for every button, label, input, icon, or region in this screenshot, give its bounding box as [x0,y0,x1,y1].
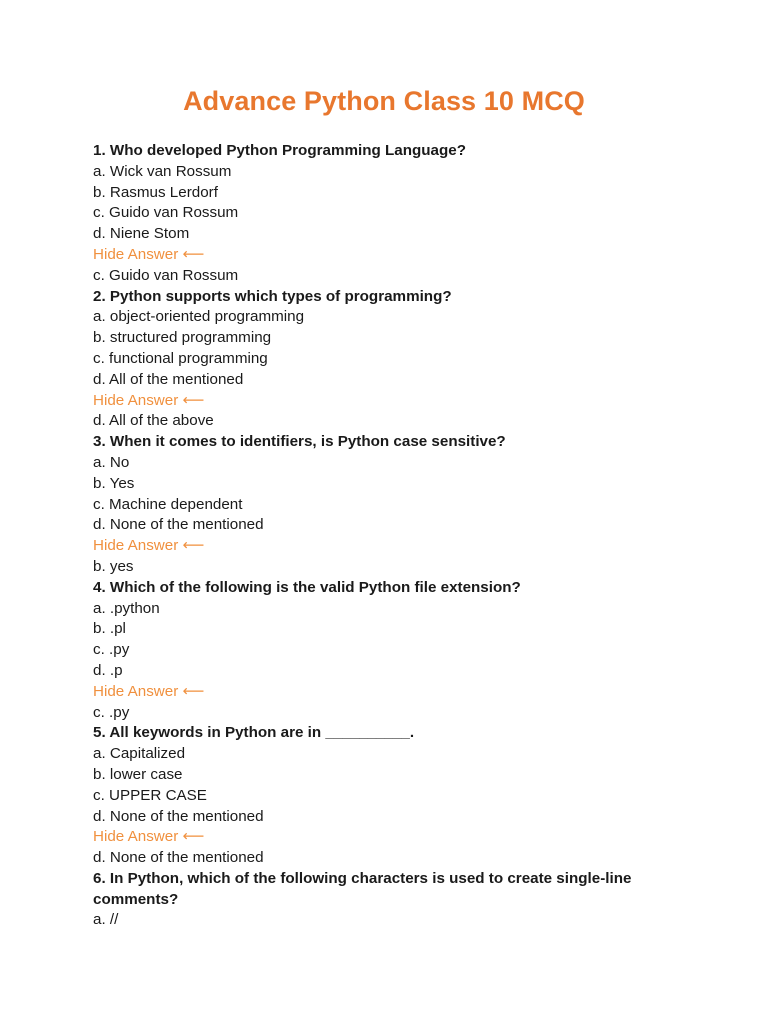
option-a: a. No [93,453,130,471]
question-block [93,578,683,724]
option-d: d. None of the mentioned [93,807,264,825]
page-title: Advance Python Class 10 MCQ [183,86,585,116]
option-b: b. .pl [93,620,126,638]
hide-answer-link[interactable]: Hide Answer ⟵ [93,682,205,700]
answer-text: c. .py [93,703,130,721]
option-a: a. Capitalized [93,745,186,763]
question-block [93,869,683,931]
option-c: c. Guido van Rossum [93,204,239,222]
option-d: d. Niene Stom [93,225,190,243]
answer-text: d. None of the mentioned [93,849,264,867]
option-c: c. functional programming [93,349,268,367]
hide-answer-link[interactable]: Hide Answer ⟵ [93,537,205,555]
hide-answer-link[interactable]: Hide Answer ⟵ [93,828,205,846]
option-c: c. .py [93,641,130,659]
option-b: b. lower case [93,765,183,783]
option-d: d. .p [93,661,123,679]
option-a: a. object-oriented programming [93,308,305,326]
option-c: c. UPPER CASE [93,786,207,804]
option-b: b. Yes [93,474,135,492]
question-text: 3. When it comes to identifiers, is Python case sensitive? [93,433,506,451]
question-block [93,432,683,578]
question-block [93,287,683,433]
question-text: 1. Who developed Python Programming Language? [93,142,466,159]
option-c: c. Machine dependent [93,495,243,513]
option-a: a. // [93,911,119,929]
question-text: 4. Which of the following is the valid Python file extension? [93,578,521,596]
question-text: 2. Python supports which types of programming? [93,287,452,305]
option-b: b. structured programming [93,329,272,347]
question-text: 6. In Python, which of the following characters is used to create single-line comments? [93,869,632,908]
question-block [93,141,683,287]
answer-text: c. Guido van Rossum [93,266,239,284]
option-a: a. .python [93,599,160,617]
hide-answer-link[interactable]: Hide Answer ⟵ [93,391,205,409]
question-text: 5. All keywords in Python are in __________. [93,724,415,742]
option-d: d. All of the mentioned [93,370,244,388]
question-block [93,723,683,869]
answer-text: b. yes [93,557,134,575]
option-d: d. None of the mentioned [93,516,264,534]
option-a: a. Wick van Rossum [93,162,232,180]
mcq-list [93,141,683,931]
option-b: b. Rasmus Lerdorf [93,183,218,201]
answer-text: d. All of the above [93,412,214,430]
hide-answer-link[interactable]: Hide Answer ⟵ [93,245,205,263]
